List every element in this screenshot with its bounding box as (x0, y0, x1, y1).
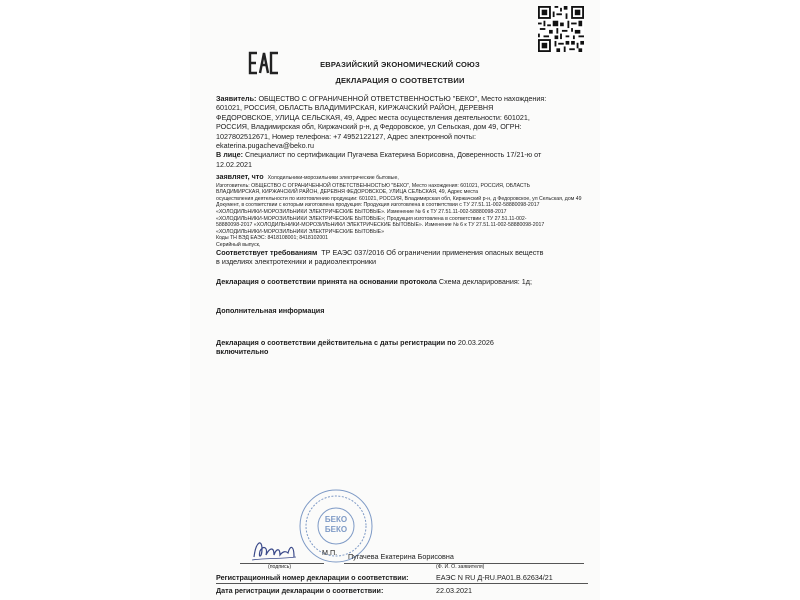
detail-line: «ХОЛОДИЛЬНИКИ-МОРОЗИЛЬНИКИ ЭЛЕКТРИЧЕСКИЕ БЫТОВЫЕ» (216, 228, 385, 235)
registration-number-label: Регистрационный номер декларации о соответствии: (216, 573, 409, 582)
union-name: ЕВРАЗИЙСКИЙ ЭКОНОМИЧЕСКИЙ СОЮЗ (320, 60, 480, 69)
applicant-line: ОБЩЕСТВО С ОГРАНИЧЕННОЙ ОТВЕТСТВЕННОСТЬЮ "БЕКО", Место нахождения: (258, 94, 547, 103)
stamp-text: БЕКО (324, 525, 348, 534)
conformity-block (216, 248, 586, 267)
declares-label: заявляет, что (216, 172, 264, 181)
additional-info-label: Дополнительная информация (216, 306, 325, 315)
person-line: 12.02.2021 (216, 159, 252, 169)
applicant-line: РОССИЯ, Владимирская обл, Киржачский р-н, д Федоровское, ул Сельская, дом 49, ОГРН: (216, 122, 522, 132)
detail-line: ВЛАДИМИРСКАЯ, КИРЖАЧСКИЙ РАЙОН, ДЕРЕВНЯ ФЕДОРОВСКОЕ, УЛИЦА СЕЛЬСКАЯ, 49, Адрес места (216, 189, 479, 196)
detail-line: Коды ТН ВЭД ЕАЭС: 8418108001; 8418102001 (216, 235, 329, 242)
eac-logo (248, 50, 280, 76)
validity-block (216, 338, 596, 357)
person-label: В лице: (216, 150, 243, 160)
detail-line: Изготовитель: ОБЩЕСТВО С ОГРАНИЧЕННОЙ ОТВЕТСТВЕННОСТЬЮ "БЕКО", Место нахождения: 601021, РОССИЯ, ОБЛАСТЬ (216, 182, 531, 189)
registration-date: 22.03.2021 (436, 586, 472, 595)
person-line: Специалист по сертификации Пугачева Екатерина Борисовна, Доверенность 17/21-ю от (244, 150, 542, 160)
applicant-line: 601021, РОССИЯ, ОБЛАСТЬ ВЛАДИМИРСКАЯ, КИРЖАЧСКИЙ РАЙОН, ДЕРЕВНЯ (216, 103, 494, 113)
detail-line: Документ, в соответствии с которым изготовлена продукция: Продукция изготовлена в соответствии с ТУ 27.51.11-002-58880098-2017 (216, 202, 540, 209)
registration-number: ЕАЭС N RU Д-RU.PA01.B.62634/21 (436, 573, 553, 582)
product-name: Холодильники-морозильники электрические бытовые, (267, 175, 399, 181)
applicant-line: ФЕДОРОВСКОЕ, УЛИЦА СЕЛЬСКАЯ, 49, Адрес места осуществления деятельности: 601021, (216, 112, 530, 122)
validity-date: 20.03.2026 (457, 338, 494, 347)
validity-label-2: включительно (216, 347, 269, 357)
basis-label: Декларация о соответствии принята на основании протокола (216, 277, 437, 286)
handwritten-signature (250, 535, 298, 565)
document-title: ДЕКЛАРАЦИЯ О СООТВЕТСТВИИ (335, 76, 465, 85)
signature-text (200, 594, 203, 595)
detail-line: «ХОЛОДИЛЬНИКИ-МОРОЗИЛЬНИКИ ЭЛЕКТРИЧЕСКИЕ БЫТОВЫЕ». Изменение № 6 к ТУ 27.51.11-002-58880098-2017 (216, 208, 507, 215)
document-sheet (190, 0, 600, 600)
signer-name: Пугачева Екатерина Борисовна (348, 552, 454, 561)
manufacturer-details (216, 183, 588, 249)
conformity-line: ТР ЕАЭС 037/2016 Об ограничении применения опасных веществ (321, 248, 544, 257)
qr-code (538, 6, 584, 52)
applicant-label: Заявитель: (216, 94, 257, 103)
basis-block (216, 277, 596, 286)
basis-value: Схема декларирования: 1д; (438, 277, 532, 286)
validity-label: Декларация о соответствии действительна с даты регистрации по (216, 338, 456, 347)
detail-line: осуществления деятельности по изготовлению продукции: 601021, РОССИЯ, Владимирская обл, Киржачский р-н, д Федоровское, ул Сельская, дом 49 (216, 195, 582, 202)
conformity-line: в изделиях электротехники и радиоэлектроники (216, 257, 377, 267)
conformity-label: Соответствует требованиям (216, 248, 318, 257)
applicant-email: ekaterina.pugacheva@beko.ru (216, 141, 315, 151)
name-caption: (Ф. И. О. заявителя) (436, 564, 485, 570)
signature-caption: (подпись) (268, 564, 292, 570)
registration-date-label: Дата регистрации декларации о соответствии: (216, 586, 384, 595)
applicant-line: 1027802512671, Номер телефона: +7 4952122127, Адрес электронной почты: (216, 131, 476, 141)
stamp-place-label: М.П. (322, 548, 338, 557)
applicant-block (216, 94, 586, 169)
detail-line: 58880098-2017 «ХОЛОДИЛЬНИКИ-МОРОЗИЛЬНИКИ ЭЛЕКТРИЧЕСКИЕ БЫТОВЫЕ». Изменение № 6 к ТУ 27.51.11-002-58880098-2017 (216, 222, 545, 229)
detail-line: «ХОЛОДИЛЬНИКИ-МОРОЗИЛЬНИКИ ЭЛЕКТРИЧЕСКИЕ БЫТОВЫЕ»; Продукция изготовлена в соответствии с ТУ 27.51.11-002- (216, 215, 527, 222)
stamp-text: БЕКО (324, 515, 348, 524)
declares-block (216, 172, 588, 249)
registration-divider (216, 583, 588, 584)
detail-line: Серийный выпуск, (216, 241, 261, 248)
